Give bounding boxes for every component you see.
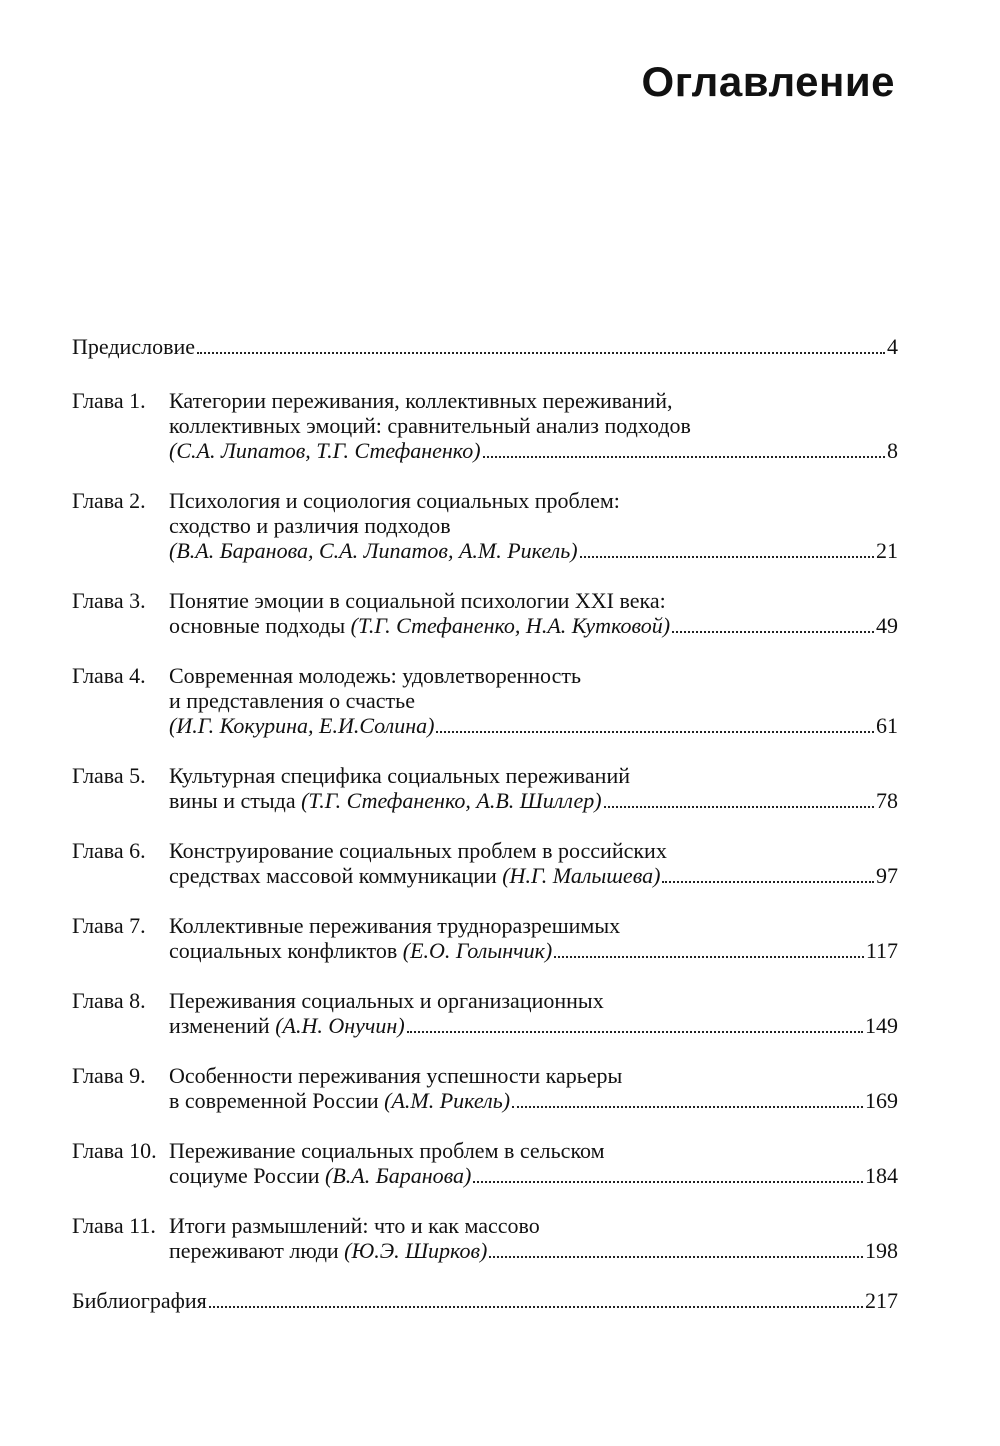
toc-page-number: 21 <box>876 538 898 563</box>
dot-leader <box>209 1306 863 1308</box>
toc-page-number: 4 <box>887 334 898 359</box>
chapter-label: Глава 4. <box>72 663 146 688</box>
chapter-label: Глава 7. <box>72 913 146 938</box>
toc-page-number: 8 <box>887 438 898 463</box>
chapter-title-tail: в современной России <box>169 1088 385 1113</box>
chapter-title <box>169 588 898 638</box>
chapter-authors: (А.М. Рикель) <box>384 1088 511 1113</box>
dot-leader <box>407 1031 863 1033</box>
chapter-title <box>169 838 898 888</box>
chapter-authors: (А.Н. Онучин) <box>275 1013 405 1038</box>
chapter-label: Глава 3. <box>72 588 146 613</box>
toc-page-number: 78 <box>876 788 898 813</box>
chapter-authors: (С.А. Липатов, Т.Г. Стефаненко) <box>169 438 481 463</box>
chapter-title <box>169 488 898 563</box>
chapter-title-line: Культурная специфика социальных переживаний <box>169 763 631 788</box>
toc-entry-chapter-8[interactable] <box>72 988 898 1038</box>
toc-entry-chapter-4[interactable] <box>72 663 898 738</box>
chapter-last-line-text <box>169 1163 471 1188</box>
chapter-label: Глава 2. <box>72 488 146 513</box>
chapter-last-line-text <box>169 938 552 963</box>
page-title: Оглавление <box>641 58 895 105</box>
dot-leader <box>483 456 885 458</box>
toc-entry-chapter-9[interactable] <box>72 1063 898 1113</box>
toc-entry-label: Предисловие <box>72 334 195 359</box>
chapter-title-tail: социуме России <box>169 1163 326 1188</box>
chapter-title-tail: изменений <box>169 1013 276 1038</box>
chapter-title-line: Категории переживания, коллективных переживаний, <box>169 388 673 413</box>
chapter-title-line: Современная молодежь: удовлетворенность <box>169 663 581 688</box>
chapter-last-line-text <box>169 713 434 738</box>
chapter-title-line: сходство и различия подходов <box>169 513 451 538</box>
chapter-title-tail: средствах массовой коммуникации <box>169 863 503 888</box>
chapter-label: Глава 5. <box>72 763 146 788</box>
dot-leader <box>580 556 874 558</box>
dot-leader <box>662 881 874 883</box>
chapter-list <box>72 388 898 1263</box>
toc-page-number: 49 <box>876 613 898 638</box>
chapter-label: Глава 1. <box>72 388 146 413</box>
chapter-title-line: Конструирование социальных проблем в российских <box>169 838 667 863</box>
chapter-title-tail: основные подходы <box>169 613 351 638</box>
chapter-title <box>169 1063 898 1113</box>
chapter-authors: (В.А. Баранова) <box>325 1163 472 1188</box>
chapter-title-line: Понятие эмоции в социальной психологии XXI века: <box>169 588 666 613</box>
chapter-title-tail: переживают люди <box>169 1238 345 1263</box>
toc-entry-chapter-2[interactable] <box>72 488 898 563</box>
chapter-title <box>169 1138 898 1188</box>
chapter-authors: (Е.О. Голынчик) <box>402 938 553 963</box>
chapter-title <box>169 663 898 738</box>
chapter-authors: (В.А. Баранова, С.А. Липатов, А.М. Рикель) <box>169 538 578 563</box>
chapter-last-line <box>169 713 898 738</box>
chapter-title <box>169 763 898 813</box>
chapter-last-line <box>169 788 898 813</box>
chapter-title <box>169 388 898 463</box>
chapter-title-line: Особенности переживания успешности карьеры <box>169 1063 623 1088</box>
toc-page-number: 198 <box>865 1238 898 1263</box>
chapter-last-line-text <box>169 613 670 638</box>
dot-leader <box>473 1181 863 1183</box>
chapter-last-line <box>169 1163 898 1188</box>
toc-page-number: 169 <box>865 1088 898 1113</box>
chapter-label: Глава 10. <box>72 1138 157 1163</box>
chapter-authors: (Ю.Э. Ширков) <box>344 1238 488 1263</box>
chapter-last-line-text <box>169 538 578 563</box>
chapter-label: Глава 8. <box>72 988 146 1013</box>
chapter-title <box>169 988 898 1038</box>
toc-page-number: 217 <box>865 1288 898 1313</box>
toc-entry-chapter-10[interactable] <box>72 1138 898 1188</box>
toc-entry-chapter-6[interactable] <box>72 838 898 888</box>
chapter-last-line-text <box>169 1238 487 1263</box>
chapter-last-line <box>169 613 898 638</box>
toc-page-number: 184 <box>865 1163 898 1188</box>
chapter-last-line-text <box>169 863 660 888</box>
dot-leader <box>489 1256 863 1258</box>
chapter-title-line: Психология и социология социальных проблем: <box>169 488 620 513</box>
chapter-title-line: Переживания социальных и организационных <box>169 988 604 1013</box>
toc-entry-chapter-7[interactable] <box>72 913 898 963</box>
chapter-title <box>169 913 898 963</box>
chapter-label: Глава 9. <box>72 1063 146 1088</box>
chapter-last-line <box>169 538 898 563</box>
dot-leader <box>512 1106 863 1108</box>
chapter-last-line <box>169 1013 898 1038</box>
chapter-authors: (Н.Г. Малышева) <box>502 863 661 888</box>
toc-entry-chapter-5[interactable] <box>72 763 898 813</box>
toc-entry-preface[interactable] <box>72 334 898 359</box>
chapter-last-line-text <box>169 788 602 813</box>
chapter-last-line-text <box>169 1088 510 1113</box>
chapter-last-line-text <box>169 438 481 463</box>
chapter-last-line <box>169 938 898 963</box>
chapter-title-line: Переживание социальных проблем в сельском <box>169 1138 605 1163</box>
chapter-authors: (Т.Г. Стефаненко, А.В. Шиллер) <box>301 788 602 813</box>
chapter-title-line: Коллективные переживания трудноразрешимых <box>169 913 621 938</box>
chapter-title-line: коллективных эмоций: сравнительный анализ подходов <box>169 413 691 438</box>
toc-page-number: 61 <box>876 713 898 738</box>
chapter-title <box>169 1213 898 1263</box>
chapter-title-line: Итоги размышлений: что и как массово <box>169 1213 540 1238</box>
chapter-last-line <box>169 1088 898 1113</box>
dot-leader <box>672 631 874 633</box>
chapter-last-line <box>169 863 898 888</box>
chapter-title-tail: вины и стыда <box>169 788 302 813</box>
chapter-title-line: и представления о счастье <box>169 688 415 713</box>
toc-entry-chapter-1[interactable] <box>72 388 898 463</box>
chapter-label: Глава 11. <box>72 1213 156 1238</box>
chapter-last-line <box>169 438 898 463</box>
toc-page-number: 117 <box>865 938 898 963</box>
chapter-last-line <box>169 1238 898 1263</box>
chapter-last-line-text <box>169 1013 405 1038</box>
dot-leader <box>197 352 885 354</box>
chapter-authors: (Т.Г. Стефаненко, Н.А. Кутковой) <box>350 613 671 638</box>
table-of-contents <box>72 334 898 1313</box>
dot-leader <box>436 731 874 733</box>
toc-entry-label: Библиография <box>72 1288 207 1313</box>
chapter-authors: (И.Г. Кокурина, Е.И.Солина) <box>169 713 435 738</box>
toc-page-number: 149 <box>865 1013 898 1038</box>
dot-leader <box>604 806 874 808</box>
toc-entry-chapter-11[interactable] <box>72 1213 898 1263</box>
chapter-label: Глава 6. <box>72 838 146 863</box>
dot-leader <box>554 956 864 958</box>
chapter-title-tail: социальных конфликтов <box>169 938 403 963</box>
toc-page-number: 97 <box>876 863 898 888</box>
toc-entry-chapter-3[interactable] <box>72 588 898 638</box>
toc-entry-bibliography[interactable] <box>72 1288 898 1313</box>
